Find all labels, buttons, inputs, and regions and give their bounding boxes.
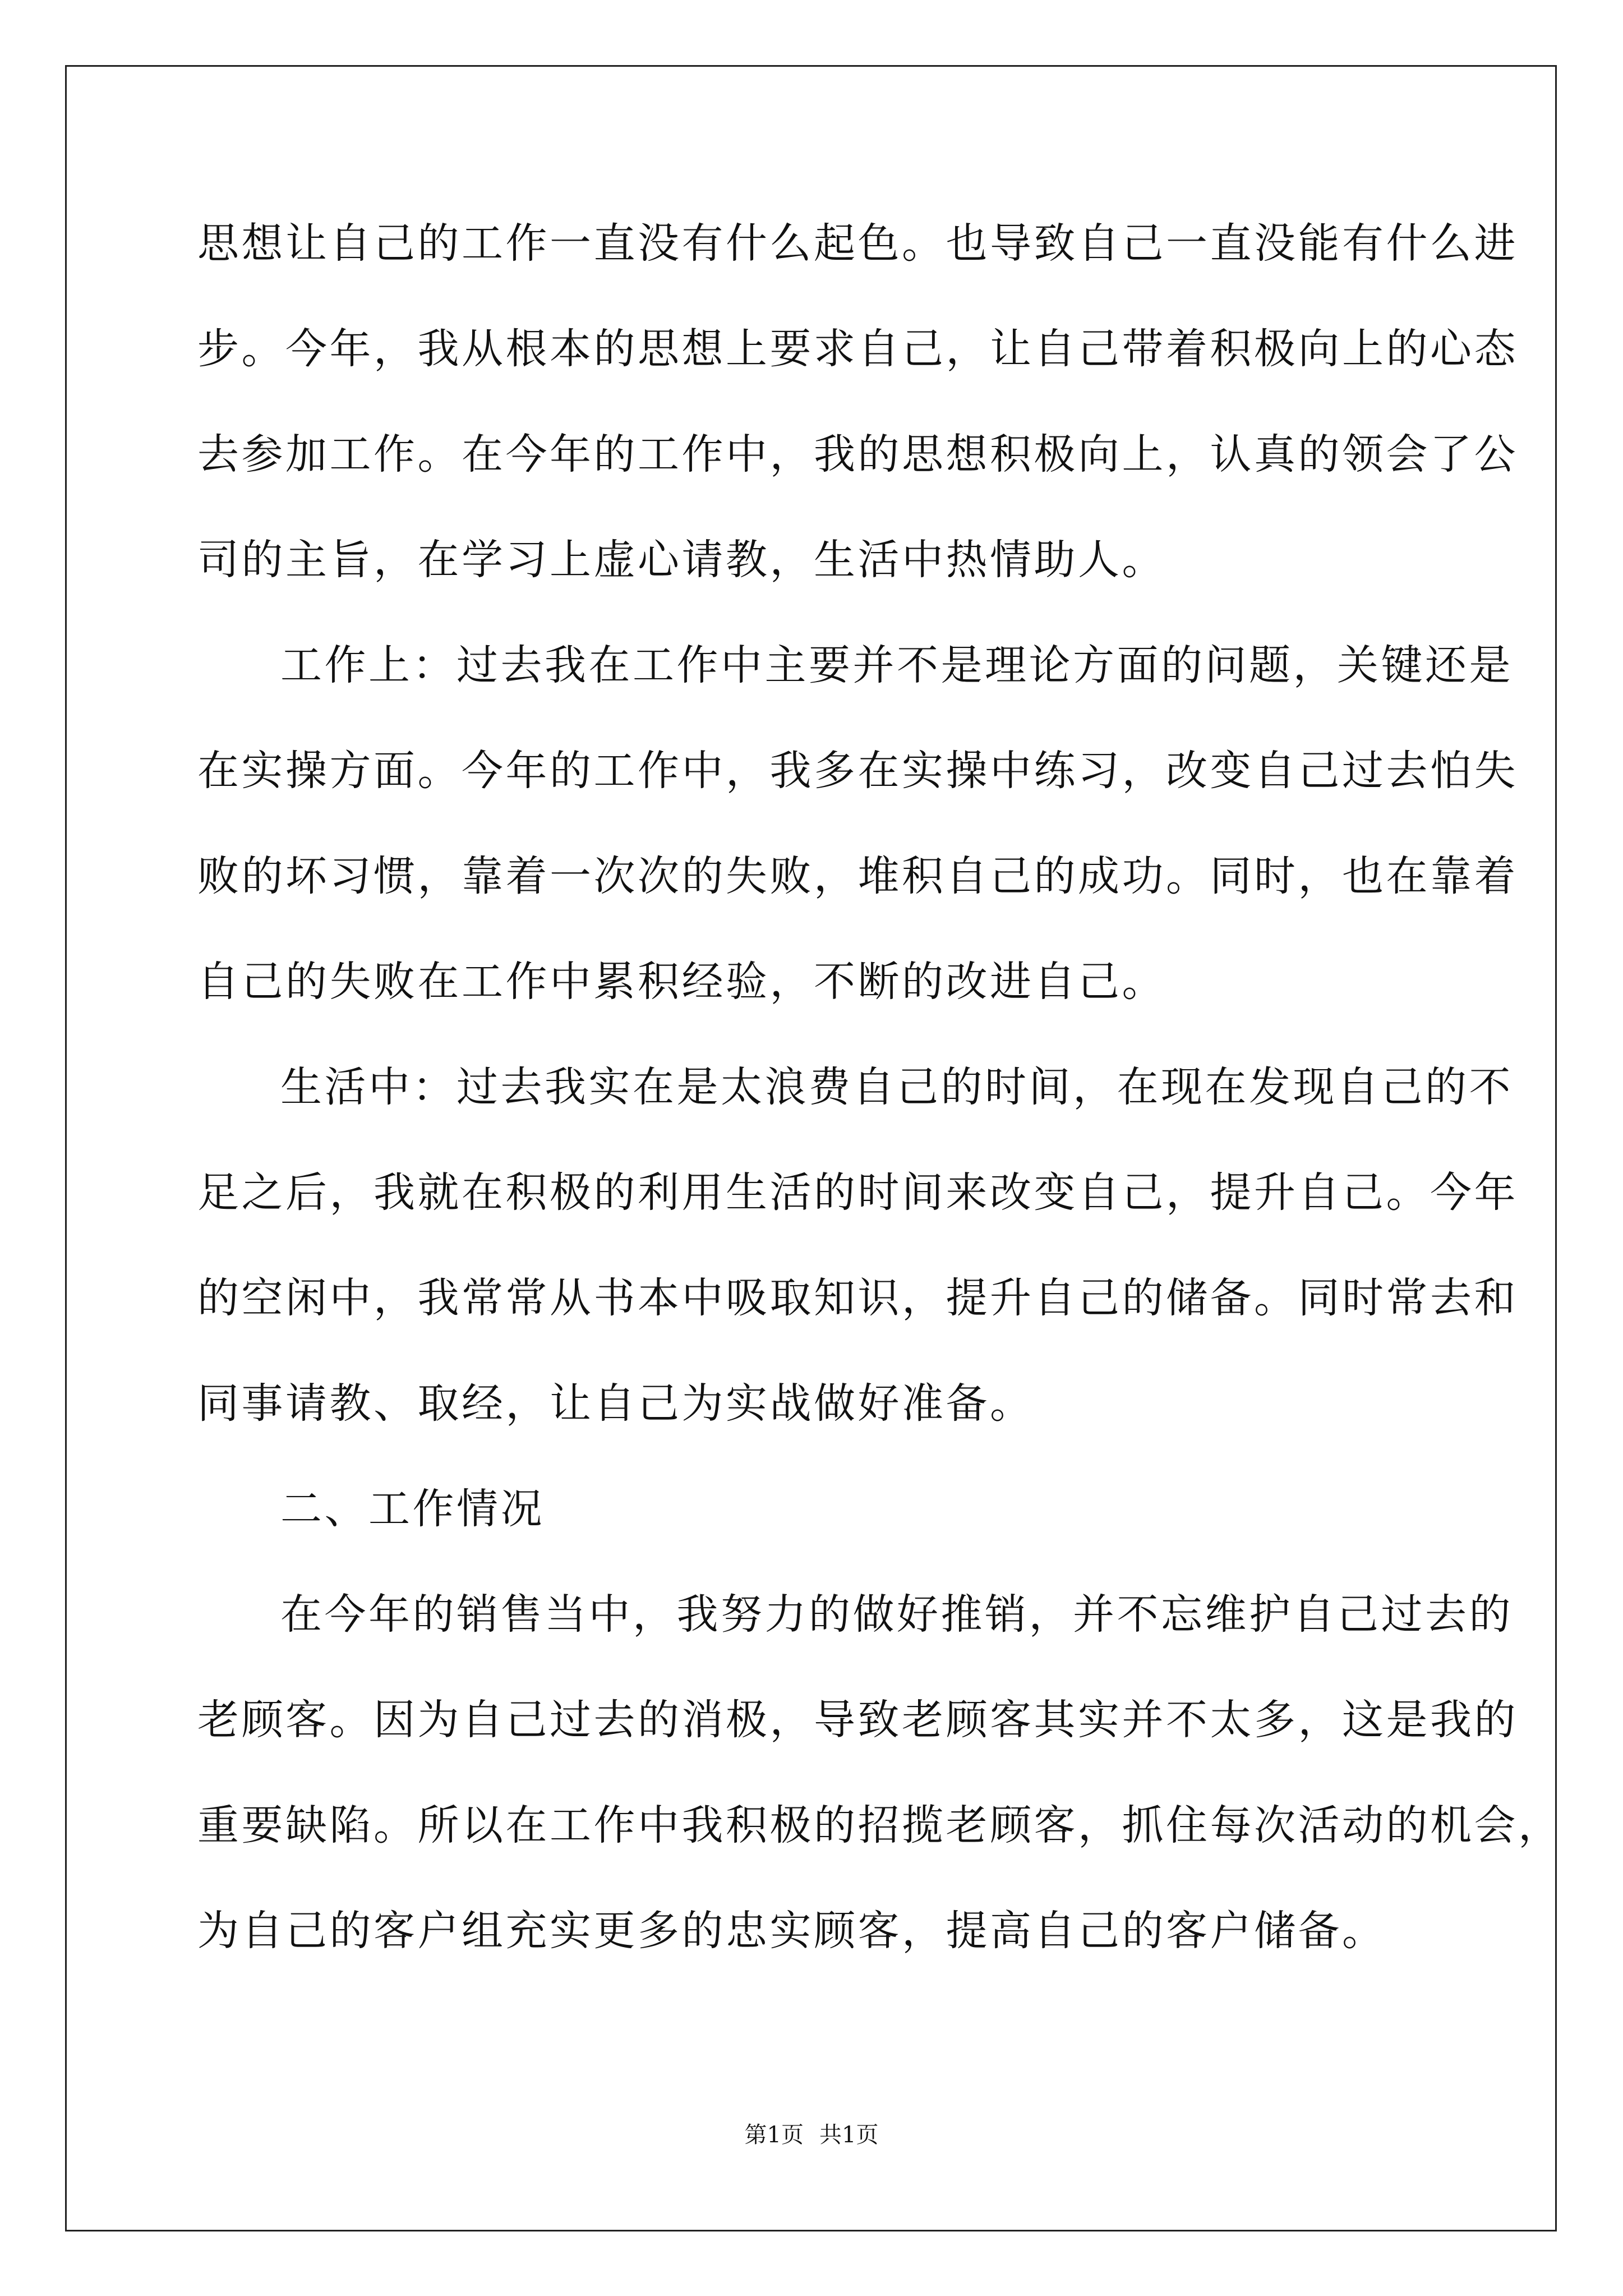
page-number-current: 第1页 [744, 2122, 804, 2148]
text-line: 思想让自己的工作一直没有什么起色。也导致自己一直没能有什么进 [197, 219, 1518, 268]
text-line: 老顾客。因为自己过去的消极，导致老顾客其实并不太多，这是我的 [197, 1696, 1518, 1744]
text-line: 的空闲中，我常常从书本中吸取知识，提升自己的储备。同时常去和 [197, 1274, 1518, 1322]
text-line: 自己的失败在工作中累积经验，不断的改进自己。 [197, 958, 1166, 1006]
text-line: 同事请教、取经，让自己为实战做好准备。 [197, 1379, 1034, 1428]
text-line: 去参加工作。在今年的工作中，我的思想积极向上，认真的领会了公 [197, 430, 1518, 478]
text-line: 为自己的客户组充实更多的忠实顾客，提高自己的客户储备。 [197, 1907, 1386, 1955]
section-heading: 二、工作情况 [280, 1485, 545, 1533]
paragraph-start-line: 在今年的销售当中，我努力的做好推销，并不忘维护自己过去的 [280, 1590, 1513, 1639]
text-line: 重要缺陷。所以在工作中我积极的招揽老顾客，抓住每次活动的机会， [197, 1801, 1562, 1849]
paragraph-start-line: 工作上：过去我在工作中主要并不是理论方面的问题，关键还是 [280, 641, 1513, 689]
text-line: 司的主旨，在学习上虚心请教，生活中热情助人。 [197, 536, 1166, 584]
paragraph-start-line: 生活中：过去我实在是太浪费自己的时间，在现在发现自己的不 [280, 1063, 1513, 1111]
text-line: 在实操方面。今年的工作中，我多在实操中练习，改变自己过去怕失 [197, 747, 1518, 795]
text-line: 步。今年，我从根本的思想上要求自己，让自己带着积极向上的心态 [197, 325, 1518, 373]
text-line: 败的坏习惯，靠着一次次的失败，堆积自己的成功。同时，也在靠着 [197, 852, 1518, 900]
text-line: 足之后，我就在积极的利用生活的时间来改变自己，提升自己。今年 [197, 1168, 1518, 1217]
page-footer [0, 2118, 1623, 2152]
page-number-total: 共1页 [819, 2122, 879, 2148]
